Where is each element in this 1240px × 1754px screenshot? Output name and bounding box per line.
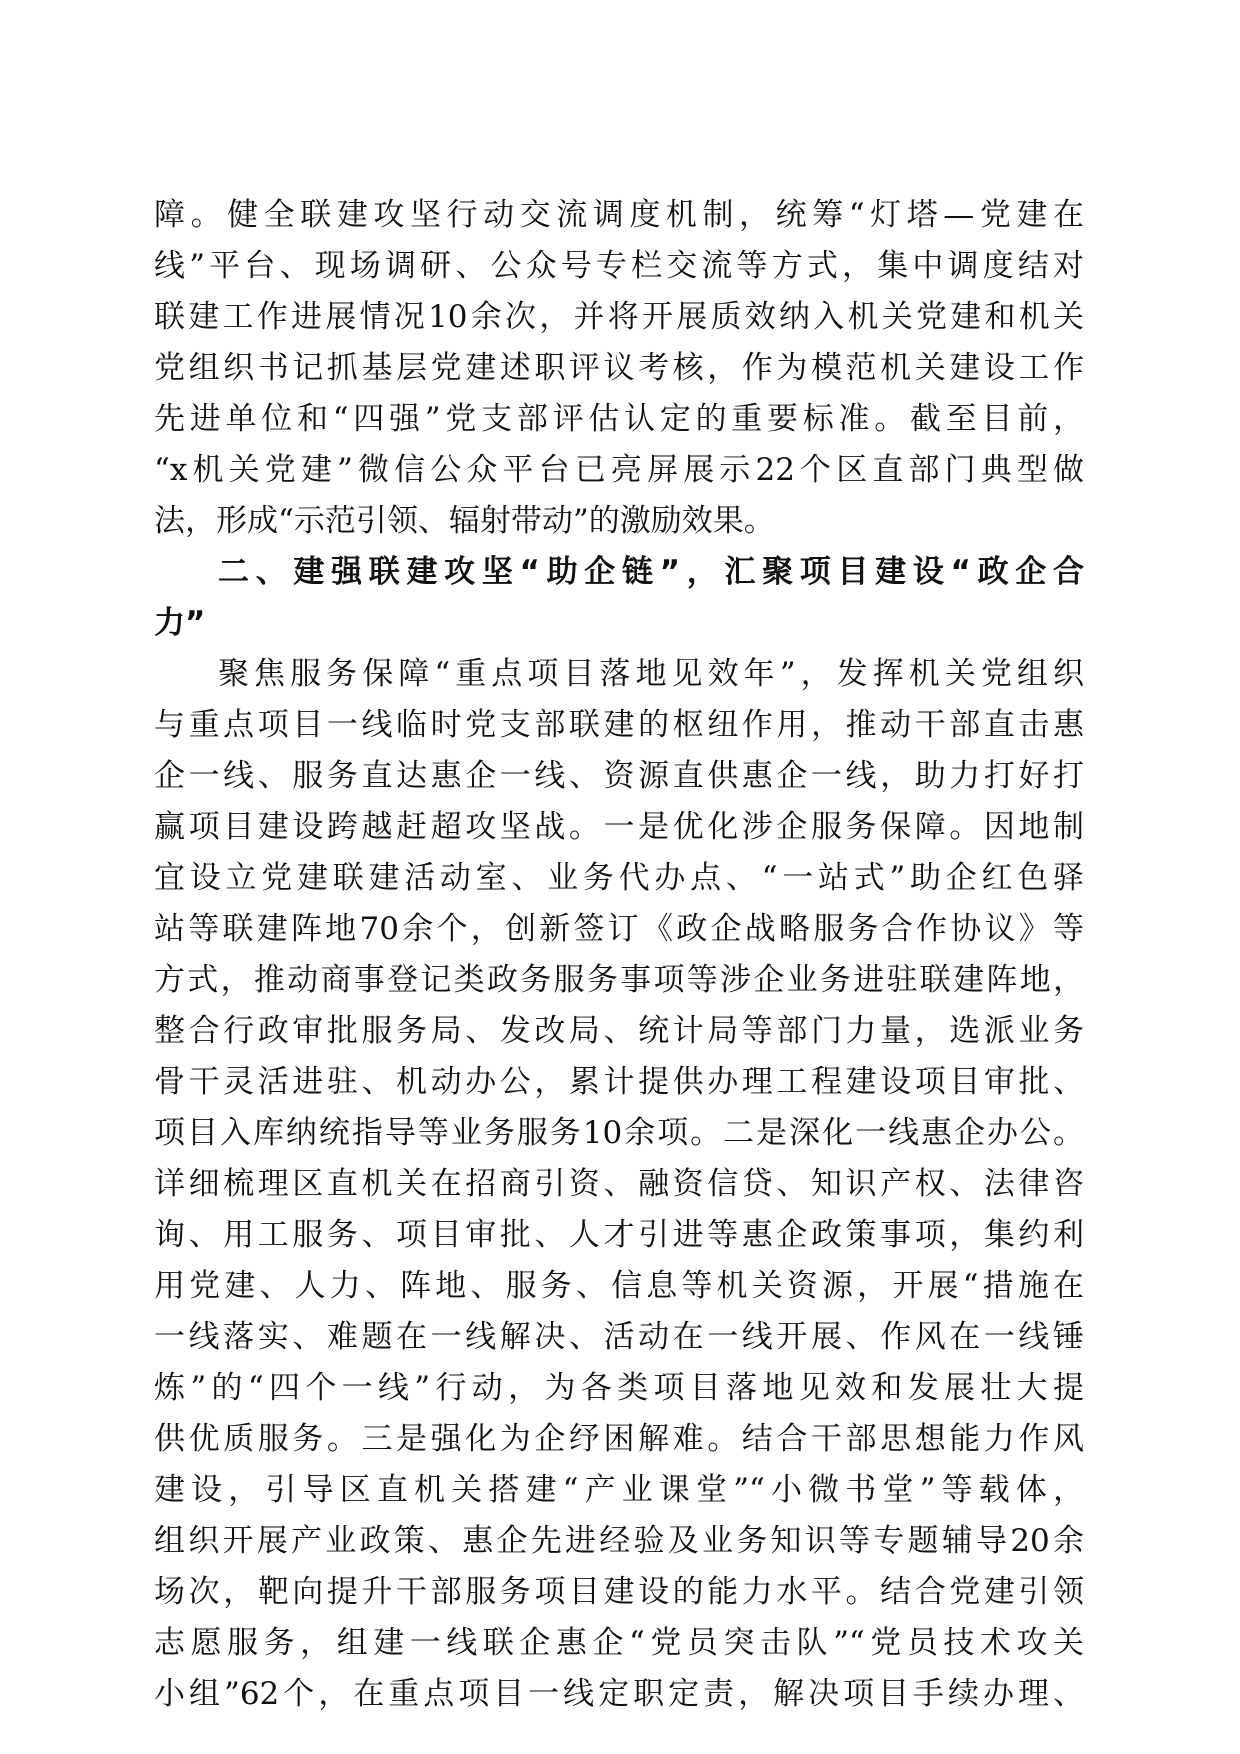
- text-line: 一线落实、难题在一线解决、活动在一线开展、作风在一线锤: [154, 1319, 1084, 1355]
- section-heading: 力”: [154, 605, 206, 641]
- text-line: 站等联建阵地70余个，创新签订《政企战略服务合作协议》等: [154, 911, 1084, 947]
- text-line: 场次，靶向提升干部服务项目建设的能力水平。结合党建引领: [154, 1574, 1084, 1610]
- text-line: 聚焦服务保障“重点项目落地见效年”，发挥机关党组织: [218, 656, 1084, 692]
- text-line: 炼”的“四个一线”行动，为各类项目落地见效和发展壮大提: [154, 1370, 1084, 1406]
- text-line: 障。健全联建攻坚行动交流调度机制，统筹“灯塔—党建在: [154, 197, 1084, 233]
- text-line: “x机关党建”微信公众平台已亮屏展示22个区直部门典型做: [154, 452, 1084, 488]
- text-line: 详细梳理区直机关在招商引资、融资信贷、知识产权、法律咨: [154, 1166, 1084, 1202]
- text-line: 用党建、人力、阵地、服务、信息等机关资源，开展“措施在: [154, 1268, 1084, 1304]
- text-line: 询、用工服务、项目审批、人才引进等惠企政策事项，集约利: [154, 1217, 1084, 1253]
- text-line: 整合行政审批服务局、发改局、统计局等部门力量，选派业务: [154, 1013, 1084, 1049]
- text-line: 企一线、服务直达惠企一线、资源直供惠企一线，助力打好打: [154, 758, 1084, 794]
- text-line: 赢项目建设跨越赶超攻坚战。一是优化涉企服务保障。因地制: [154, 809, 1084, 845]
- text-line: 方式，推动商事登记类政务服务事项等涉企业务进驻联建阵地，: [154, 962, 1084, 998]
- text-line: 组织开展产业政策、惠企先进经验及业务知识等专题辅导20余: [154, 1523, 1084, 1559]
- text-line: 线”平台、现场调研、公众号专栏交流等方式，集中调度结对: [154, 248, 1084, 284]
- text-line: 供优质服务。三是强化为企纾困解难。结合干部思想能力作风: [154, 1421, 1084, 1457]
- text-line: 宜设立党建联建活动室、业务代办点、“一站式”助企红色驿: [154, 860, 1084, 896]
- text-line: 法，形成“示范引领、辐射带动”的激励效果。: [154, 503, 775, 539]
- text-line: 与重点项目一线临时党支部联建的枢纽作用，推动干部直击惠: [154, 707, 1084, 743]
- text-line: 志愿服务，组建一线联企惠企“党员突击队”“党员技术攻关: [154, 1625, 1084, 1661]
- text-line: 先进单位和“四强”党支部评估认定的重要标准。截至目前，: [154, 401, 1084, 437]
- text-line: 联建工作进展情况10余次，并将开展质效纳入机关党建和机关: [154, 299, 1084, 335]
- text-line: 小组”62个，在重点项目一线定职定责，解决项目手续办理、: [154, 1676, 1084, 1712]
- section-heading: 二、建强联建攻坚“助企链”，汇聚项目建设“政企合: [218, 554, 1084, 590]
- text-line: 党组织书记抓基层党建述职评议考核，作为模范机关建设工作: [154, 350, 1084, 386]
- text-line: 骨干灵活进驻、机动办公，累计提供办理工程建设项目审批、: [154, 1064, 1084, 1100]
- document-body: [154, 190, 1084, 1720]
- text-line: 建设，引导区直机关搭建“产业课堂”“小微书堂”等载体，: [154, 1472, 1084, 1508]
- text-line: 项目入库纳统指导等业务服务10余项。二是深化一线惠企办公。: [154, 1115, 1084, 1151]
